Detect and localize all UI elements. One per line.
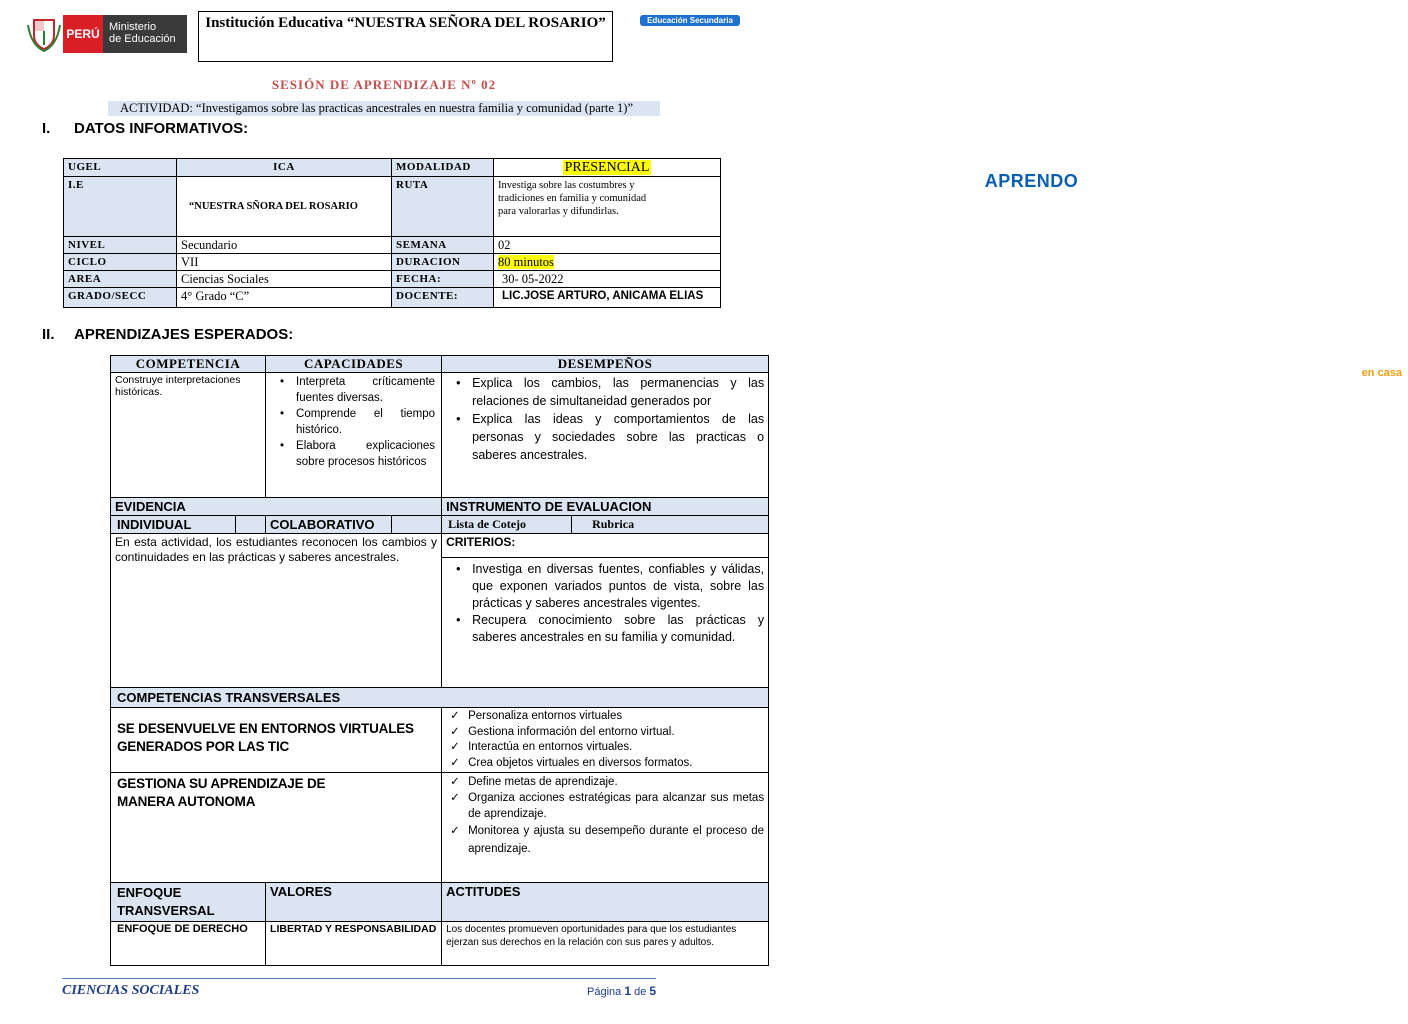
- institution-title: Institución Educativa “NUESTRA SEÑORA DEL ROSARIO”: [198, 11, 613, 62]
- aprendo-en-casa-logo: APRENDO en casa Educación Secundaria: [640, 13, 740, 26]
- table-row: AREA Ciencias Sociales FECHA: 30- 05-2022: [64, 271, 721, 288]
- table-row: [111, 773, 769, 883]
- table-row: COMPETENCIA CAPACIDADES DESEMPEÑOS: [111, 356, 769, 373]
- table-row: GRADO/SECC 4° Grado “C” DOCENTE: LIC.JOSE ARTURO, ANICAMA ELIAS: [64, 288, 721, 308]
- transversal-1: SE DESENVUELVE EN ENTORNOS VIRTUALES GENERADOS POR LAS TIC: [111, 708, 442, 773]
- valor-value: LIBERTAD Y RESPONSABILIDAD: [266, 922, 442, 966]
- list-item: ✓ Monitorea y ajusta su desempeño durante el proceso de aprendizaje.: [446, 822, 764, 858]
- list-item: • Explica las ideas y comportamientos de las personas y sociedades sobre las practicas o saberes ancestrales.: [456, 412, 765, 462]
- criterios-list: [446, 561, 764, 646]
- check-icon: ✓: [450, 725, 460, 738]
- table-row: [111, 534, 769, 558]
- section-2-heading: II. APRENDIZAJES ESPERADOS:: [42, 326, 294, 343]
- peru-shield-icon: [25, 15, 63, 53]
- footer-subject: CIENCIAS SOCIALES: [62, 983, 200, 998]
- table-row: [111, 708, 769, 773]
- enfoque-value: ENFOQUE DE DERECHO: [111, 922, 266, 966]
- list-item: • Recupera conocimiento sobre las prácticas y saberes ancestrales en su familia y comunidad.: [456, 613, 765, 644]
- check-icon: ✓: [450, 825, 460, 837]
- list-item: ✓ Organiza acciones estratégicas para alcanzar sus metas de aprendizaje.: [450, 792, 765, 820]
- list-item: • Interpreta críticamente fuentes diversas.: [280, 376, 436, 404]
- table-row: EVIDENCIA INSTRUMENTO DE EVALUACION: [111, 498, 769, 516]
- modalidad-value: PRESENCIAL: [564, 160, 650, 175]
- activity-banner: ACTIVIDAD: “Investigamos sobre las practicas ancestrales en nuestra familia y comunidad (parte 1)”: [108, 101, 660, 116]
- list-item: • Elabora explicaciones sobre procesos históricos: [280, 440, 436, 468]
- footer-divider: [62, 978, 656, 979]
- ie-value: “NUESTRA SÑORA DEL ROSARIO: [177, 177, 392, 237]
- table-row: [111, 922, 769, 966]
- docente-value: LIC.JOSE ARTURO, ANICAMA ELIAS: [494, 288, 721, 308]
- transversal-1-list: [446, 709, 764, 771]
- ruta-value: Investiga sobre las costumbres y tradiciones en familia y comunidad para valorarlas y difundirlas.: [494, 177, 721, 237]
- check-icon: ✓: [450, 792, 460, 804]
- check-icon: ✓: [450, 741, 460, 753]
- ministry-name: Ministerio de Educación: [103, 15, 187, 53]
- criterios-label: CRITERIOS:: [442, 534, 769, 558]
- table-row: NIVEL Secundario SEMANA 02: [64, 237, 721, 254]
- table-row: INDIVIDUAL COLABORATIVO Lista de Cotejo Rubrica: [111, 516, 769, 534]
- desempenos-list: [446, 374, 764, 464]
- page-number: Página 1 de 5: [587, 984, 657, 998]
- aprendizajes-table: [110, 355, 769, 966]
- table-row: UGEL ICA MODALIDAD PRESENCIAL: [64, 159, 721, 177]
- list-item: ✓ Gestiona información del entorno virtual.: [446, 725, 764, 741]
- transversal-2: GESTIONA SU APRENDIZAJE DE MANERA AUTONOMA: [111, 773, 442, 883]
- capacidades-list: [270, 374, 435, 470]
- list-item: ✓ Define metas de aprendizaje.: [450, 776, 618, 788]
- table-row: ENFOQUE TRANSVERSAL VALORES ACTITUDES: [111, 883, 769, 922]
- check-icon: ✓: [450, 756, 460, 769]
- ministry-logo: [25, 15, 187, 53]
- check-icon: ✓: [450, 710, 460, 722]
- duracion-value: 80 minutos: [498, 255, 554, 269]
- evidencia-text: En esta actividad, los estudiantes reconocen los cambios y continuidades en las prácticas y saberes ancestrales.: [111, 534, 442, 688]
- section-1-heading: I. DATOS INFORMATIVOS:: [42, 120, 249, 137]
- actitud-value: Los docentes promueven oportunidades para que los estudiantes ejerzan sus derechos en la relación con sus pares y adultos.: [442, 922, 769, 966]
- list-item: • Explica los cambios, las permanencias y las relaciones de simultaneidad generados por: [456, 376, 765, 408]
- datos-informativos-table: [63, 158, 721, 308]
- list-item: ✓ Crea objetos virtuales en diversos formatos.: [446, 756, 764, 772]
- table-row: COMPETENCIAS TRANSVERSALES: [111, 688, 769, 708]
- transversal-2-list: [446, 774, 764, 858]
- table-row: [111, 373, 769, 498]
- session-title: SESIÓN DE APRENDIZAJE Nº 02: [271, 77, 497, 92]
- table-row: I.E “NUESTRA SÑORA DEL ROSARIO RUTA Investiga sobre las costumbres y tradiciones en familia y comunidad para valorarlas y difundirlas.: [64, 177, 721, 237]
- competencia-text: Construye interpretaciones históricas.: [111, 373, 266, 498]
- list-item: ✓ Personaliza entornos virtuales: [446, 709, 764, 725]
- list-item: • Comprende el tiempo histórico.: [280, 408, 436, 436]
- list-item: ✓ Interactúa en entornos virtuales.: [446, 740, 764, 756]
- list-item: • Investiga en diversas fuentes, confiables y válidas, que exponen variados puntos de vista, sobre las prácticas y saberes ancestrales vigentes.: [456, 562, 765, 610]
- check-icon: ✓: [450, 776, 460, 788]
- peru-label: PERÚ: [63, 15, 103, 53]
- table-row: CICLO VII DURACION 80 minutos: [64, 254, 721, 271]
